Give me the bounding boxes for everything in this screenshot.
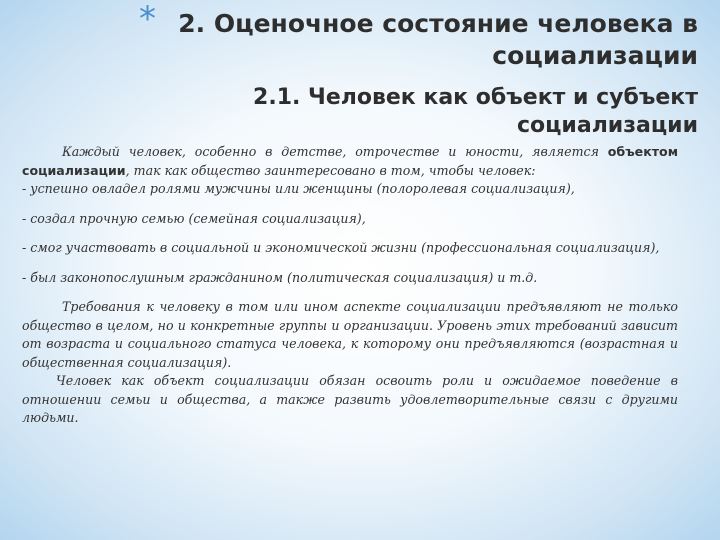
list-item-professional: - смог участвовать в социальной и экономической жизни (профессиональная социализация), (22, 240, 660, 255)
list-item-gender: - успешно овладел ролями мужчины или женщины (полоролевая социализация), (22, 181, 575, 196)
intro-text-start: Каждый человек, особенно в детстве, отрочестве и юности, является (62, 144, 608, 159)
object-term: объектом социализации (22, 144, 678, 178)
list-item-family: - создал прочную семью (семейная социализация), (22, 210, 366, 226)
slide-subtitle: 2.1. Человек как объект и субъект социализации (253, 85, 698, 138)
requirements-paragraph: Требования к человеку в том или ином аспекте социализации предъявляют не только общество в целом, но и конкретные группы и организации. Уровень этих требований зависит от возраста и социального статуса человека, к которому они предъявляются (возрастная и общественная социализация). (22, 299, 678, 370)
obligations-paragraph: Человек как объект социализации обязан освоить роли и ожидаемое поведение в отношении семьи и общества, а также развить удовлетворительные связи с другими людьми. (22, 373, 678, 425)
list-item-political: - был законопослушным гражданином (политическая социализация) и т.д. (22, 269, 538, 285)
slide-body (22, 143, 678, 428)
slide-title: 2. Оценочное состояние человека в социализации (178, 9, 698, 70)
title-bullet: * (139, 0, 156, 39)
intro-paragraph (22, 143, 678, 180)
intro-text-end: , так как общество заинтересовано в том, чтобы человек: (125, 162, 536, 178)
